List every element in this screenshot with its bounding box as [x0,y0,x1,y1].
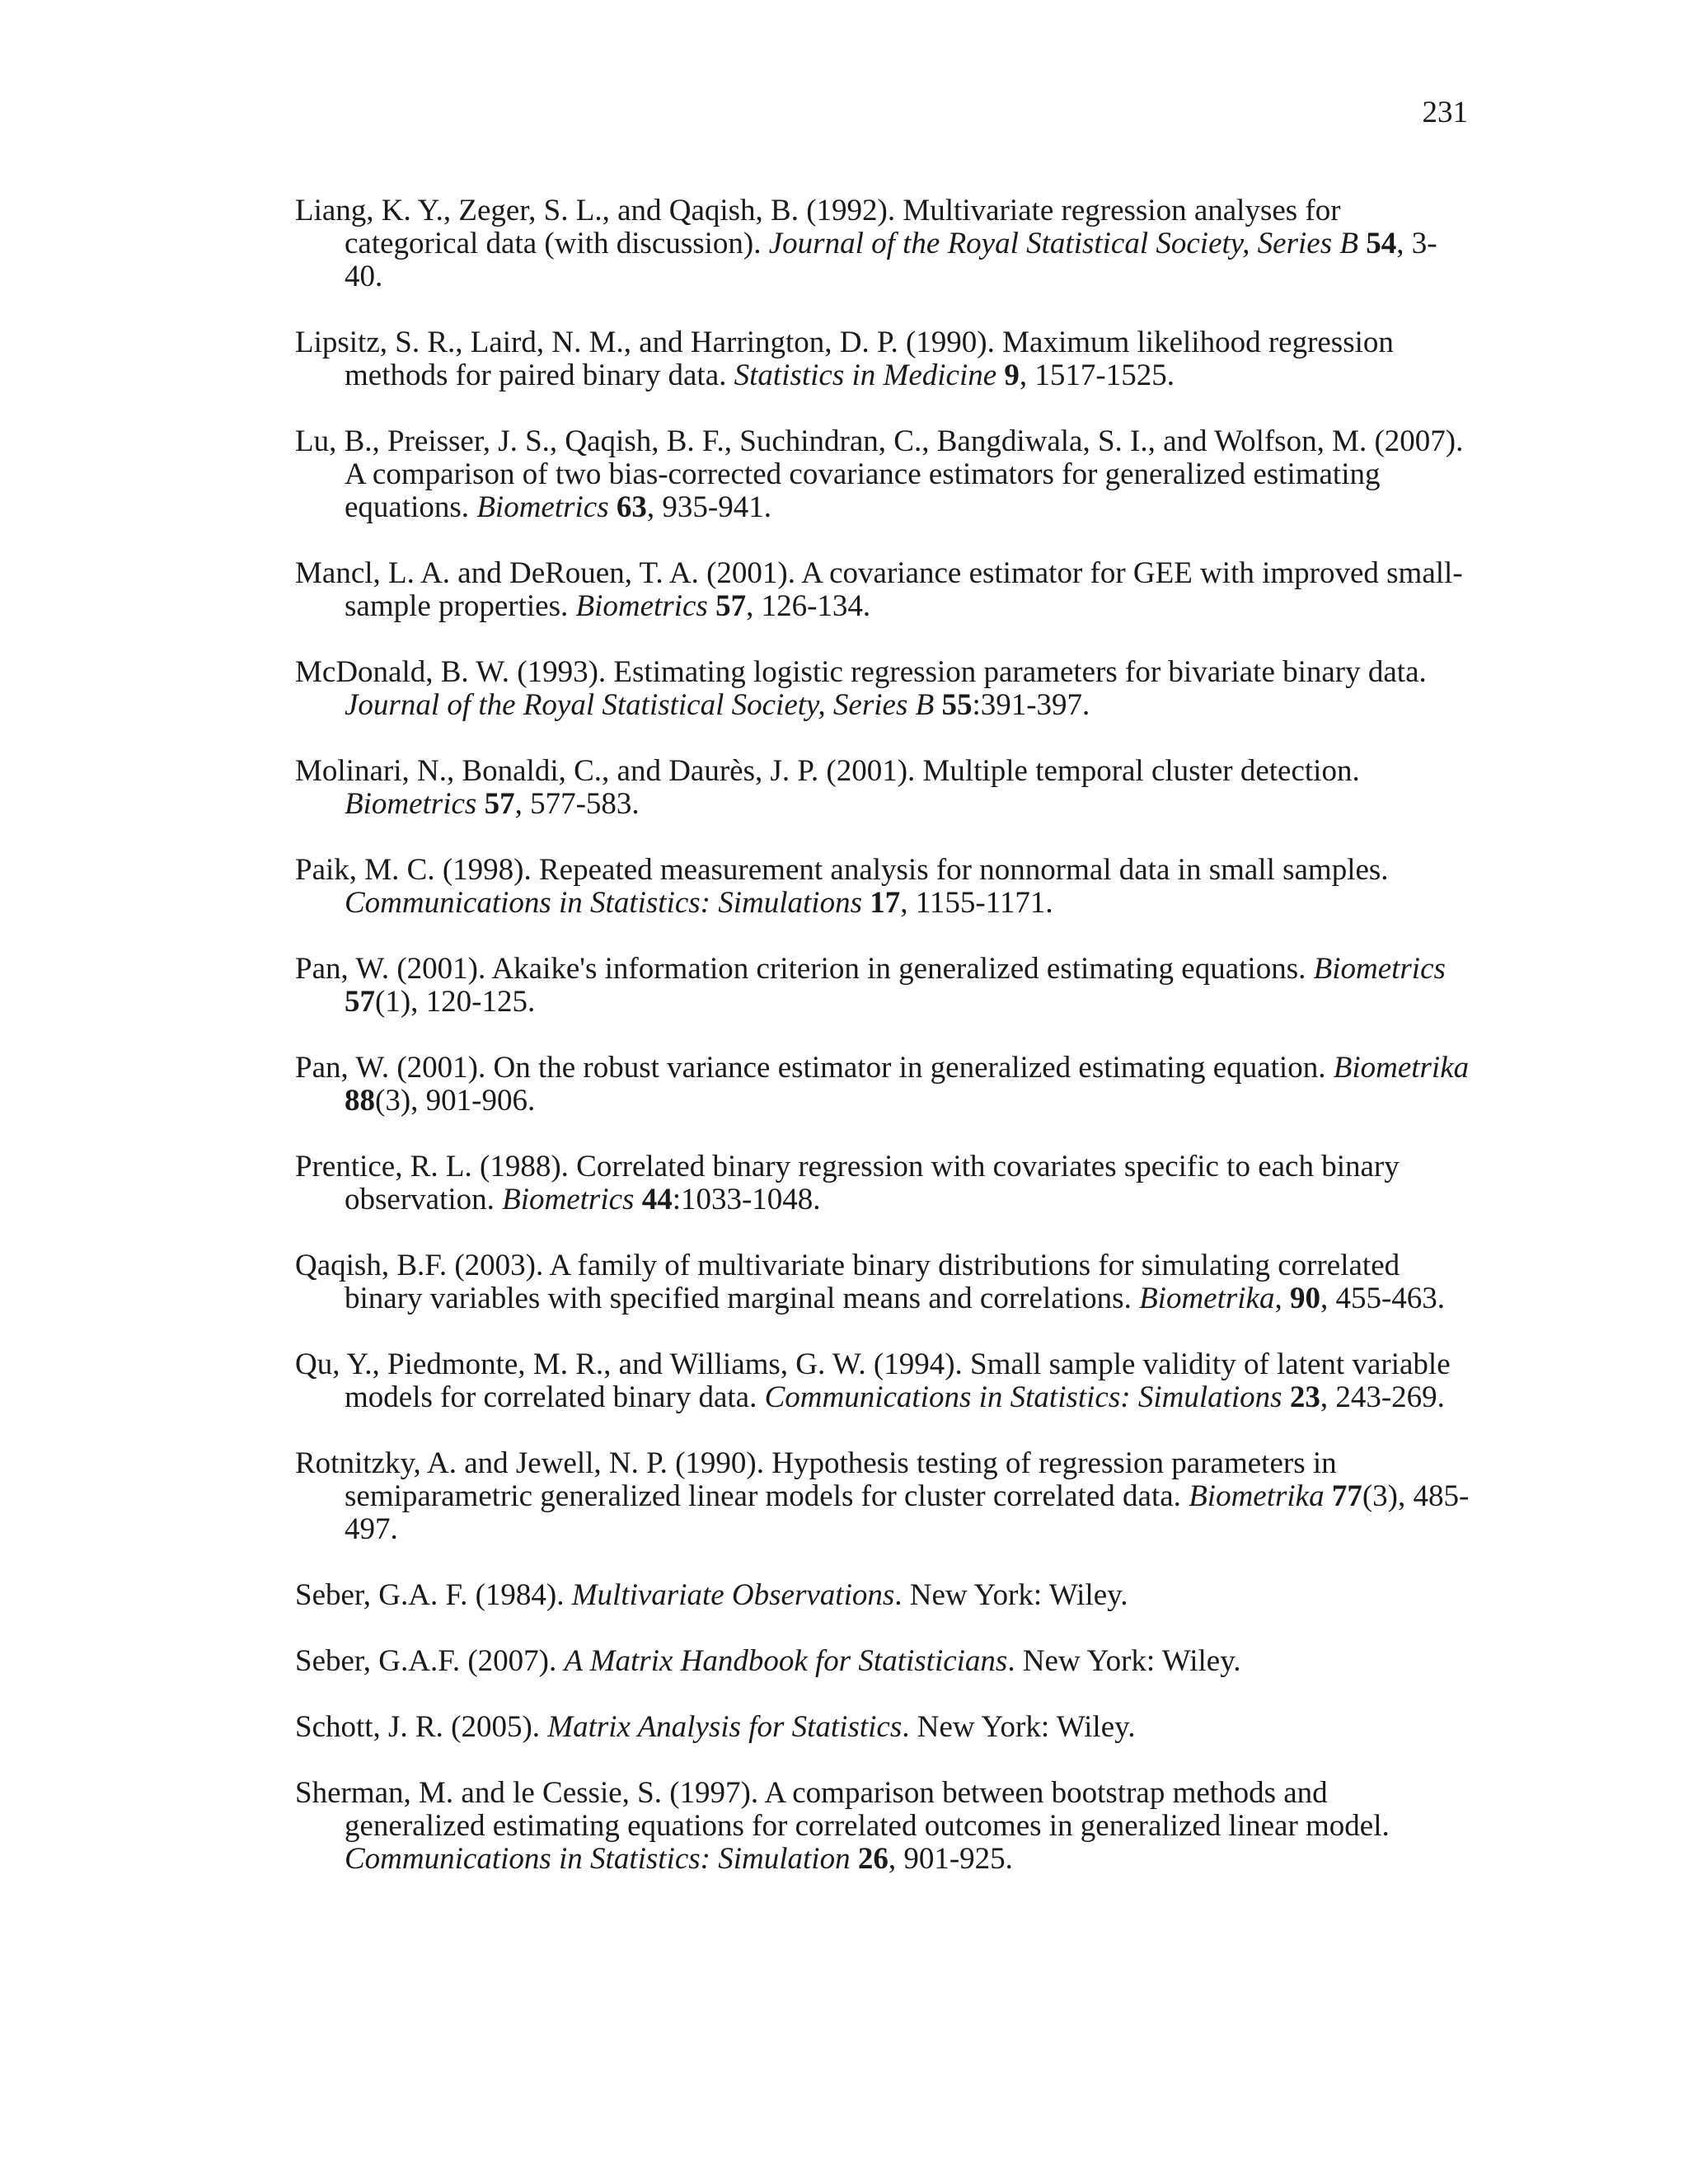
reference-source: Statistics in Medicine [734,359,997,392]
reference-volume: 9 [1004,359,1020,392]
reference-volume: 57 [484,787,515,821]
reference-volume: 63 [616,490,647,524]
reference-source: Matrix Analysis for Statistics [547,1710,903,1744]
reference-entry [295,425,1474,524]
reference-pages: :391-397. [972,688,1090,722]
reference-authors: Liang, K. Y., Zeger, S. L., and Qaqish, B. (1992). Multivariate regression analyses for categorical data (with discussion). [295,194,1341,260]
reference-source: Biometrics [345,787,477,821]
reference-entry [295,1777,1474,1876]
reference-source: Journal of the Royal Statistical Society, Series B [345,688,935,722]
reference-separator [634,1183,641,1216]
reference-pages: , 126-134. [746,589,871,623]
reference-separator [1282,1380,1290,1414]
reference-authors: Seber, G.A.F. (2007). [295,1644,565,1678]
reference-pages: , 1517-1525. [1019,359,1175,392]
reference-pages: , 577-583. [514,787,640,821]
reference-volume: 17 [870,886,901,920]
reference-authors: Seber, G.A. F. (1984). [295,1578,572,1612]
reference-source: Communications in Statistics: Simulations [345,886,862,920]
reference-pages: :1033-1048. [672,1183,821,1216]
reference-separator [609,490,617,524]
page-number: 231 [1422,96,1468,129]
reference-volume: 57 [345,985,375,1019]
reference-entry [295,1052,1474,1118]
reference-pages: , 1155-1171. [900,886,1053,920]
reference-authors: Molinari, N., Bonaldi, C., and Daurès, J. P. (2001). Multiple temporal cluster detection. [295,754,1360,788]
reference-authors: Mancl, L. A. and DeRouen, T. A. (2001). A covariance estimator for GEE with improved small-sample properties. [295,556,1463,623]
reference-separator [476,787,484,821]
reference-authors: Qaqish, B.F. (2003). A family of multivariate binary distributions for simulating correlated binary variables with specified marginal means and correlations. [295,1249,1400,1315]
reference-separator [862,886,870,920]
reference-volume: 77 [1331,1479,1362,1513]
reference-source: Biometrics [476,490,609,524]
reference-pages: , 935-941. [646,490,771,524]
reference-volume: 44 [641,1183,673,1216]
reference-source: Biometrics [575,589,708,623]
reference-authors: Sherman, M. and le Cessie, S. (1997). A comparison between bootstrap methods and generalized estimating equations for correlated outcomes in generalized linear model. [295,1776,1390,1843]
reference-authors: Pan, W. (2001). Akaike's information criterion in generalized estimating equations. [295,952,1314,986]
reference-authors: Lipsitz, S. R., Laird, N. M., and Harrington, D. P. (1990). Maximum likelihood regression methods for paired binary data. [295,326,1394,392]
reference-separator [1358,227,1366,260]
reference-entry [295,1348,1474,1414]
reference-entry [295,1151,1474,1216]
reference-authors: Prentice, R. L. (1988). Correlated binary regression with covariates specific to each binary observation. [295,1150,1400,1216]
reference-pages: (1), 120-125. [375,985,536,1019]
reference-authors: Paik, M. C. (1998). Repeated measurement analysis for nonnormal data in small samples. [295,853,1389,887]
reference-authors: Lu, B., Preisser, J. S., Qaqish, B. F., Suchindran, C., Bangdiwala, S. I., and Wolfson, M. (2007). A comparison of two bias-corrected covariance estimators for generalized estimating equations. [295,424,1464,524]
reference-separator [1325,1479,1332,1513]
reference-pages: (3), 485-497. [345,1479,1470,1546]
reference-entry [295,755,1474,821]
reference-volume: 55 [941,688,973,722]
reference-entry [295,1645,1474,1678]
reference-pages: . New York: Wiley. [1007,1644,1241,1678]
reference-pages: , 901-925. [888,1842,1013,1876]
reference-list [295,194,1474,1909]
reference-volume: 88 [345,1084,375,1118]
reference-volume: 54 [1366,227,1397,260]
reference-source: Communications in Statistics: Simulation [345,1842,851,1876]
reference-source: Biometrika [1333,1051,1470,1085]
reference-entry [295,854,1474,920]
reference-source: Biometrics [1313,952,1446,986]
reference-separator [708,589,715,623]
reference-source: Journal of the Royal Statistical Society, Series B [768,227,1358,260]
reference-source: Biometrika [1189,1479,1325,1513]
reference-pages: , 243-269. [1320,1380,1445,1414]
reference-authors: Pan, W. (2001). On the robust variance estimator in generalized estimating equation. [295,1051,1334,1085]
reference-source: Communications in Statistics: Simulations [764,1380,1282,1414]
reference-volume: 23 [1289,1380,1320,1414]
reference-entry [295,656,1474,722]
reference-source: A Matrix Handbook for Statisticians [564,1644,1008,1678]
reference-entry [295,953,1474,1019]
reference-source: Biometrika [1139,1282,1275,1315]
reference-pages: . New York: Wiley. [902,1710,1136,1744]
reference-source: Multivariate Observations [571,1578,895,1612]
reference-separator [851,1842,858,1876]
reference-pages: , 455-463. [1320,1282,1446,1315]
reference-entry [295,326,1474,392]
reference-volume: 57 [715,589,747,623]
reference-pages: (3), 901-906. [375,1084,536,1118]
reference-source: Biometrics [502,1183,635,1216]
reference-authors: Qu, Y., Piedmonte, M. R., and Williams, G. W. (1994). Small sample validity of latent variable models for correlated binary data. [295,1347,1451,1414]
reference-volume: 26 [857,1842,889,1876]
reference-authors: Schott, J. R. (2005). [295,1710,548,1744]
reference-pages: , 3-40. [345,227,1437,293]
reference-entry [295,557,1474,623]
reference-pages: . New York: Wiley. [894,1578,1128,1612]
reference-entry [295,1711,1474,1744]
reference-separator: , [1274,1282,1290,1315]
reference-volume: 90 [1289,1282,1320,1315]
reference-entry [295,194,1474,293]
reference-authors: Rotnitzky, A. and Jewell, N. P. (1990). Hypothesis testing of regression parameters in semiparametric generalized linear models for cluster correlated data. [295,1446,1337,1513]
reference-authors: McDonald, B. W. (1993). Estimating logistic regression parameters for bivariate binary data. [295,655,1427,689]
reference-entry [295,1447,1474,1546]
reference-entry [295,1579,1474,1612]
reference-entry [295,1249,1474,1315]
